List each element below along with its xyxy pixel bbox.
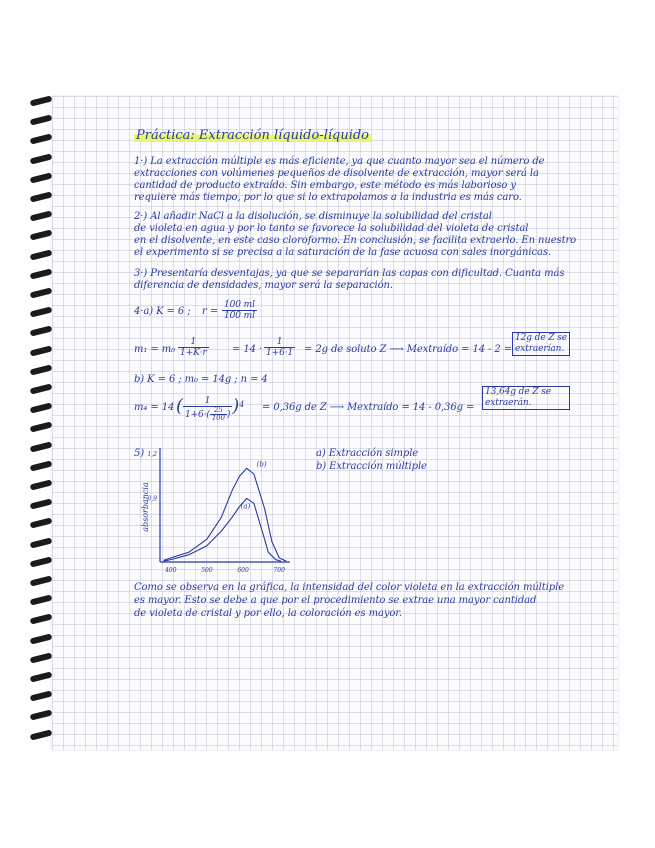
spiral-ring [30,499,53,510]
spiral-ring [30,211,53,222]
spiral-ring [30,268,53,279]
spiral-ring [30,115,53,126]
chart-axes [160,448,290,562]
fraction-1-numerator: 1 [178,337,209,348]
chart-labels [141,451,285,574]
y-axis-label: absorbancia [141,482,150,532]
answer-3-line: 3·) Presentaría desventajas, ya que se separarían las capas con dificultad. Cuanta más [134,268,565,279]
fraction-2-numerator: 1 [264,337,295,348]
answer-2-line: el experimento si se precisa a la saturación de la fase acuosa con sales inorgánicas. [134,247,551,258]
answer-3-line: diferencia de densidades, mayor será la separación. [134,280,393,291]
answer-2-line: de violeta en agua y por lo tanto se favorece la solubilidad del violeta de cristal [134,223,529,234]
spiral-ring [30,537,53,548]
spiral-ring [30,191,53,202]
answer-4a-given: 4·a) K = 6 ; [134,306,191,317]
spiral-ring [30,633,53,644]
answer-2-line: en el disolvente, en este caso cloroformo. En conclusión, se facilita extraerlo. En nuestro [134,235,577,246]
series-line-a [164,498,281,561]
answer-1-line: extracciones con volúmenes pequeños de disolvente de extracción, mayor será la [134,168,539,179]
x-tick-label: 700 [273,567,285,574]
spiral-ring [30,556,53,567]
spiral-ring [30,230,53,241]
spiral-ring [30,249,53,260]
spiral-ring [30,614,53,625]
spiral-ring [30,518,53,529]
spiral-ring [30,326,53,337]
conclusion-line: de violeta de cristal y por ello, la coloración es mayor. [134,608,402,619]
formula-lhs: m₁ = m₀ [134,344,176,355]
legend-entry-a: a) Extracción simple [316,448,419,459]
spiral-ring [30,383,53,394]
spiral-ring [30,729,53,740]
formula-fraction-2 [264,337,295,358]
spiral-ring [30,307,53,318]
y-tick-label: 1,2 [147,451,157,458]
x-tick-label: 500 [201,567,213,574]
spiral-ring [30,345,53,356]
exponent: 4 [239,400,245,410]
answer-1-line: cantidad de producto extraído. Sin embargo, este método es más laborioso y [134,180,516,191]
conclusion-line: Como se observa en la gráfica, la intensidad del color violeta en la extracción múltiple [134,582,565,593]
spiral-ring [30,441,53,452]
y-tick-label: 0,9 [147,495,157,503]
formula-fraction-1 [178,337,209,358]
spiral-ring [30,153,53,164]
spiral-ring [30,595,53,606]
spiral-ring [30,460,53,471]
ratio-numerator: 100 ml [224,300,255,310]
series-line-b [164,468,287,561]
x-tick-label: 400 [165,567,177,574]
spiral-ring [30,134,53,145]
conclusion-line: es mayor. Esto se debe a que por el procedimiento se extrae una mayor cantidad [134,595,537,606]
series-label-b: (b) [256,460,267,469]
formula-4b-lhs: m₄ = 14 [134,402,175,413]
spiral-ring [30,671,53,682]
page-title: Práctica: Extracción líquido-líquido [136,128,370,143]
result-box-4a: 12g de Z se extraerían. [512,332,570,356]
formula-4b-paren: ( 1 1+6·( $\frac{25}{100}$ ) )$^4$ [176,395,245,422]
series-label-a: (a) [240,502,251,511]
spiral-ring [30,710,53,721]
formula-4b-result: = 0,36g de Z ⟶ Mextraído = 14 - 0,36g = [262,402,475,413]
spiral-ring [30,403,53,414]
spiral-ring [30,172,53,183]
fraction-2-denominator: 1+6·1 [266,348,294,358]
answer-5-label: 5) [134,448,145,459]
spiral-binding [30,98,54,750]
ratio-label: r = [202,306,219,317]
spiral-ring [30,287,53,298]
answer-4b-given: b) K = 6 ; m₀ = 14g ; n = 4 [134,374,268,385]
formula-result: = 2g de soluto Z ⟶ Mextraído = 14 - 2 = [304,344,513,355]
spiral-ring [30,691,53,702]
spiral-ring [30,95,53,106]
spiral-ring [30,364,53,375]
answer-1-line: 1·) La extracción múltiple es más eficiente, ya que cuanto mayor sea el número de [134,156,545,167]
spiral-ring [30,652,53,663]
ratio-denominator: 100 ml [224,311,255,321]
legend-entry-b: b) Extracción múltiple [316,461,427,472]
spiral-ring [30,479,53,490]
formula-middle: = 14 · [232,344,263,355]
absorbance-chart [138,440,298,580]
result-box-4b: 13,64g de Z se extraerán. [482,386,570,410]
chart-series [164,460,287,561]
answer-1-line: requiere más tiempo, por lo que si lo extrapolamos a la industria es más caro. [134,192,522,203]
fraction-1-denominator: 1+K·r [180,348,207,358]
x-tick-label: 600 [237,567,249,574]
spiral-ring [30,575,53,586]
ratio-fraction [222,300,257,321]
spiral-ring [30,422,53,433]
answer-2-line: 2·) Al añadir NaCl a la disolución, se disminuye la solubilidad del cristal [134,211,492,222]
